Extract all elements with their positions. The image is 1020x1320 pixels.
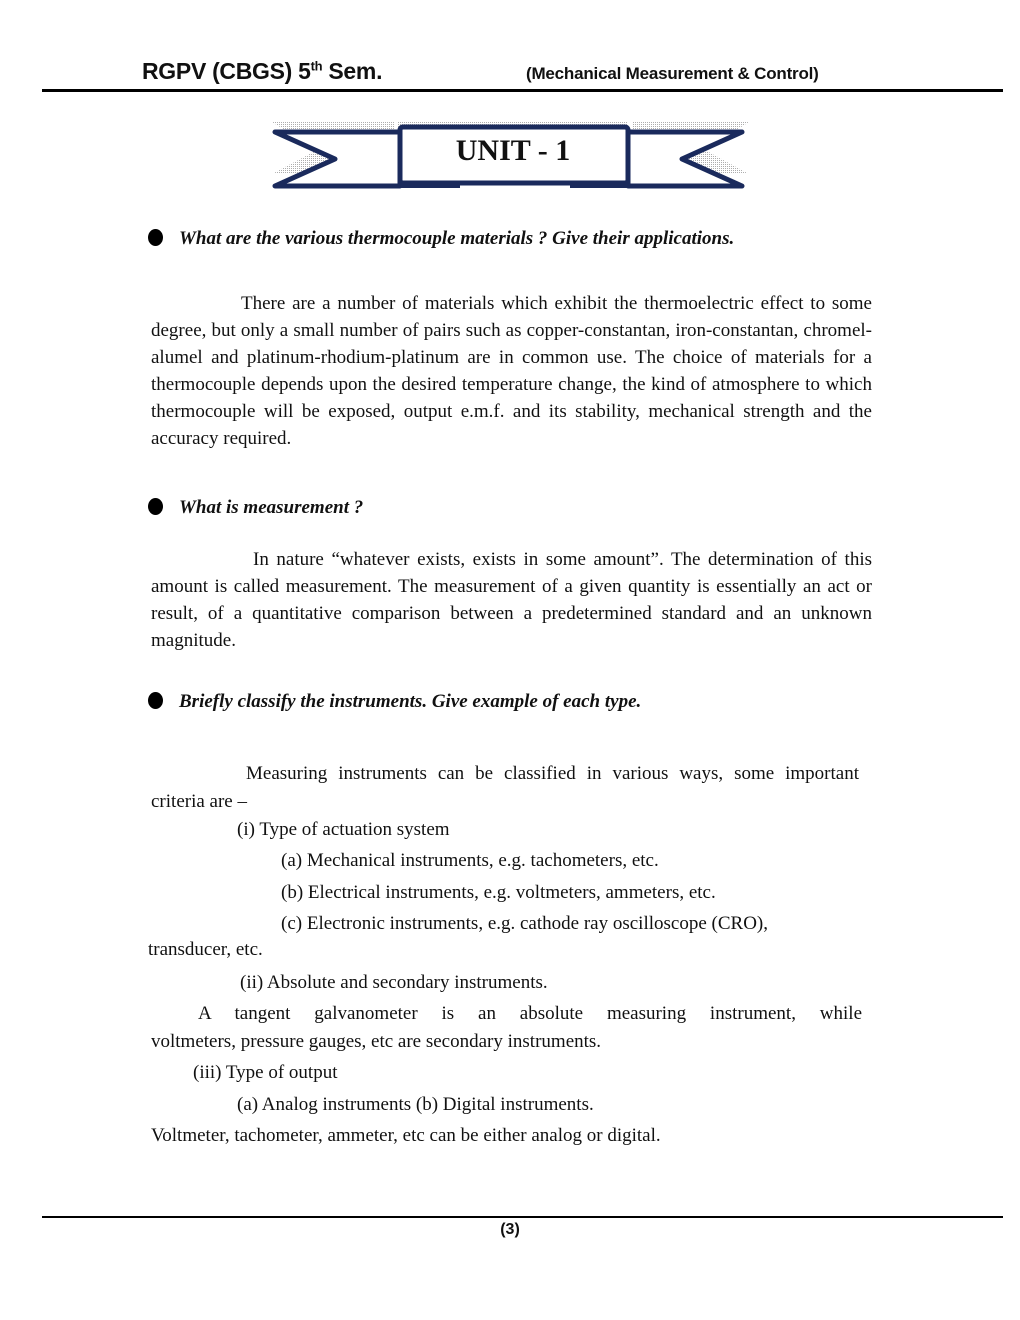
criterion-ii-desc: A tangent galvanometer is an absolute measuring instrument, while [198, 1003, 862, 1024]
header-subject: (Mechanical Measurement & Control) [526, 64, 819, 83]
criterion-iii-note: Voltmeter, tachometer, ammeter, etc can be either analog or digital. [151, 1125, 661, 1146]
bullet-icon [148, 692, 163, 709]
bullet-icon [148, 229, 163, 246]
criterion-i-a: (a) Mechanical instruments, e.g. tachometers, etc. [281, 850, 659, 871]
bullet-icon [148, 498, 163, 515]
criterion-i-c-cont: transducer, etc. [148, 939, 263, 960]
answer-thermocouple: There are a number of materials which exhibit the thermoelectric effect to some degree, but only a small number of pairs such as copper-constantan, iron-constantan, chromel-alumel and platinum-rhodium-platinum are in common use. The choice of materials for a thermocouple depends upon the desired temperature change, the kind of atmosphere to which thermocouple will be exposed, output e.m.f. and its stability, mechanical strength and the accuracy required. [151, 293, 872, 449]
criterion-i-b: (b) Electrical instruments, e.g. voltmeters, ammeters, etc. [281, 882, 716, 903]
answer-classify-intro: Measuring instruments can be classified in various ways, some important criteria are – [151, 763, 859, 812]
answer-measurement: In nature “whatever exists, exists in some amount”. The determination of this amount is called measurement. The measurement of a given quantity is essentially an act or result, of a quantitative comparison between a predetermined standard and an unknown magnitude. [151, 549, 872, 651]
page-number: (3) [500, 1221, 520, 1238]
criterion-iii: (iii) Type of output [193, 1062, 338, 1083]
header-course-title: RGPV (CBGS) 5th Sem. [142, 58, 383, 84]
question-measurement: What is measurement ? [148, 497, 363, 519]
header-divider [42, 89, 1003, 92]
criterion-ii-desc-cont: voltmeters, pressure gauges, etc are secondary instruments. [151, 1031, 602, 1052]
footer-divider [42, 1216, 1003, 1218]
question-thermocouple: What are the various thermocouple materials ? Give their applications. [148, 228, 734, 250]
criterion-i-c: (c) Electronic instruments, e.g. cathode ray oscilloscope (CRO), [281, 913, 768, 934]
unit-title: UNIT - 1 [455, 134, 571, 167]
criterion-iii-a: (a) Analog instruments (b) Digital instruments. [237, 1094, 594, 1115]
question-classify-instruments: Briefly classify the instruments. Give example of each type. [148, 691, 641, 713]
criterion-ii: (ii) Absolute and secondary instruments. [240, 972, 548, 993]
criterion-i: (i) Type of actuation system [237, 819, 450, 840]
